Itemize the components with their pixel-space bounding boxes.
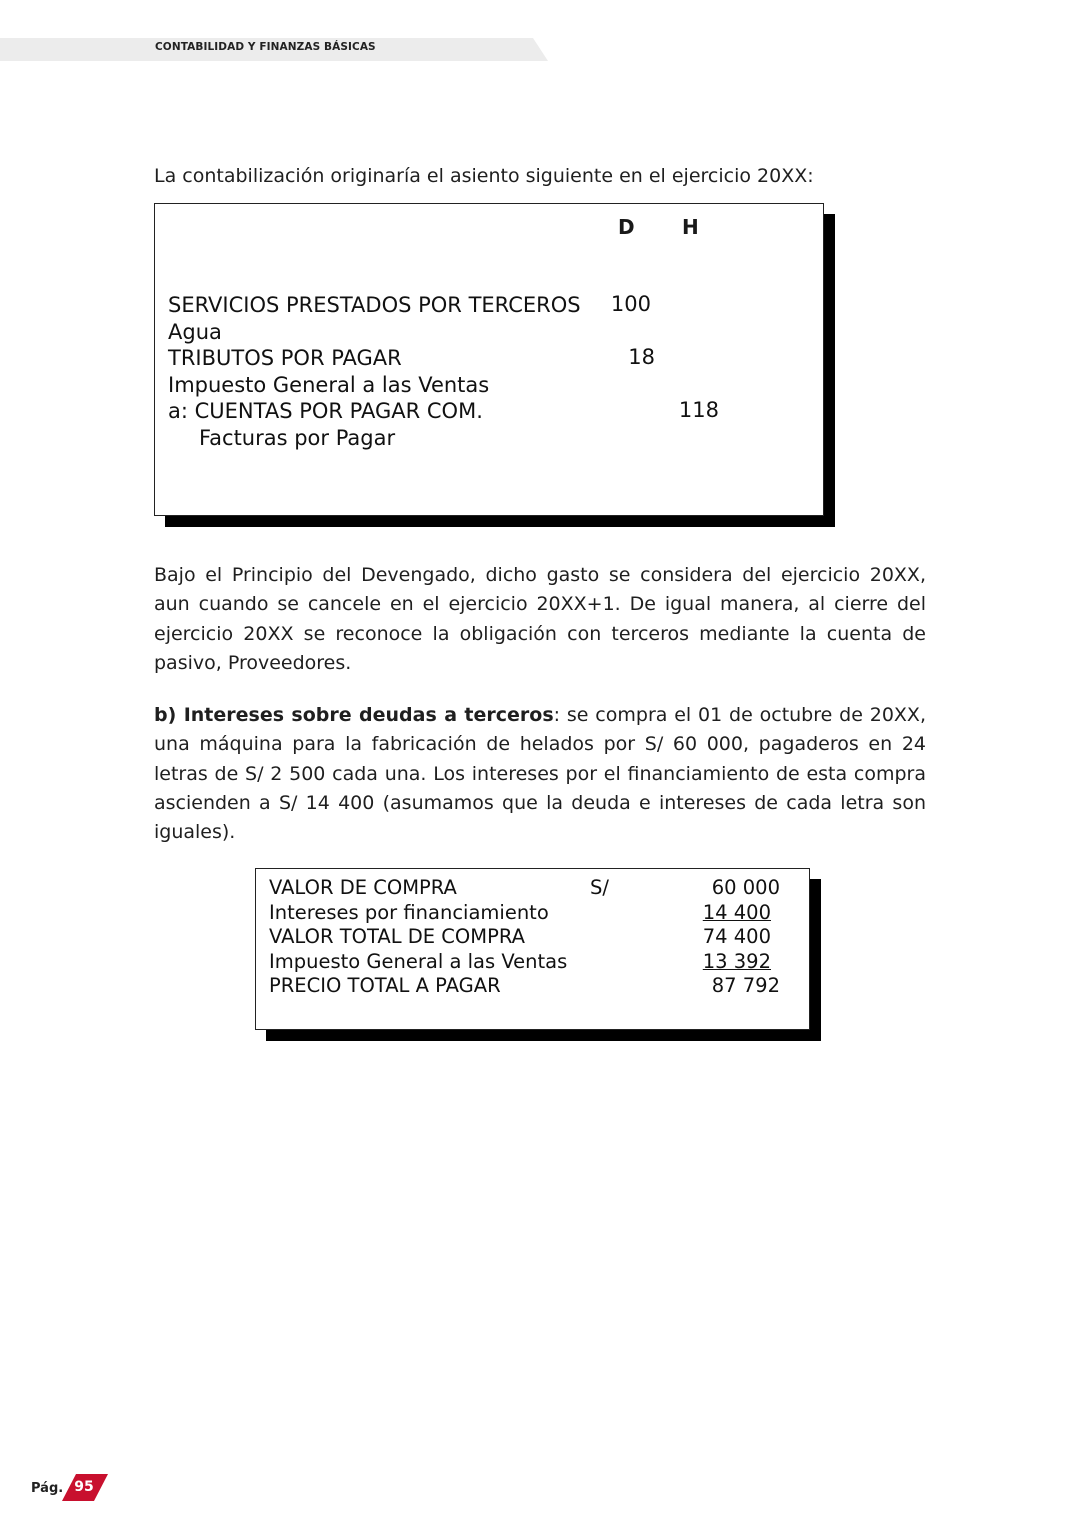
purchase-row-label: VALOR DE COMPRA bbox=[269, 876, 457, 899]
journal-line: Agua bbox=[168, 320, 222, 344]
journal-line: a: CUENTAS POR PAGAR COM. bbox=[168, 399, 483, 423]
section-heading: b) Intereses sobre deudas a terceros bbox=[154, 704, 554, 726]
currency-symbol: S/ bbox=[590, 876, 609, 899]
journal-line: Impuesto General a las Ventas bbox=[168, 373, 490, 397]
journal-line: SERVICIOS PRESTADOS POR TERCEROS bbox=[168, 293, 581, 317]
page-label: Pág. bbox=[31, 1481, 64, 1496]
debit-amount: 18 bbox=[628, 345, 655, 369]
purchase-row-label: Impuesto General a las Ventas bbox=[269, 950, 568, 973]
purchase-summary-box bbox=[255, 868, 810, 1030]
paragraph-devengado: Bajo el Principio del Devengado, dicho gasto se considera del ejercicio 20XX, aun cuando se cancele en el ejercicio 20XX+1. De igual manera, al cierre del ejercicio 20XX se reconoce la obligación con terceros mediante la cuenta de pasivo, Proveedores. bbox=[154, 564, 926, 674]
debit-column-header: D bbox=[618, 215, 635, 239]
purchase-value: 74 400 bbox=[702, 925, 771, 948]
paragraph-intereses bbox=[154, 701, 926, 847]
paragraph-body: : se compra el 01 de octubre de 20XX, una máquina para la fabricación de helados por S/ 60 000, pagaderos en 24 letras de S/ 2 500 cada una. Los intereses por el financiamiento de esta compra ascienden a S/ 14 400 (asumamos que la deuda e intereses de cada letra son iguales). bbox=[154, 704, 926, 844]
purchase-row-label: Intereses por financiamiento bbox=[269, 901, 549, 924]
debit-amount: 100 bbox=[610, 292, 651, 316]
journal-entry-box bbox=[154, 203, 824, 516]
purchase-row-label: PRECIO TOTAL A PAGAR bbox=[269, 974, 501, 997]
purchase-value: 87 792 bbox=[711, 974, 780, 997]
journal-line: TRIBUTOS POR PAGAR bbox=[168, 346, 402, 370]
journal-line: Facturas por Pagar bbox=[199, 426, 396, 450]
purchase-row-label: VALOR TOTAL DE COMPRA bbox=[269, 925, 525, 948]
running-header: CONTABILIDAD Y FINANZAS BÁSICAS bbox=[155, 41, 376, 53]
purchase-value: 14 400 bbox=[702, 901, 771, 924]
purchase-value: 13 392 bbox=[702, 950, 771, 973]
credit-column-header: H bbox=[682, 215, 699, 239]
intro-text: La contabilización originaría el asiento siguiente en el ejercicio 20XX: bbox=[154, 165, 814, 187]
page-number: 95 bbox=[74, 1479, 94, 1495]
purchase-value: 60 000 bbox=[711, 876, 780, 899]
credit-amount: 118 bbox=[678, 398, 719, 422]
